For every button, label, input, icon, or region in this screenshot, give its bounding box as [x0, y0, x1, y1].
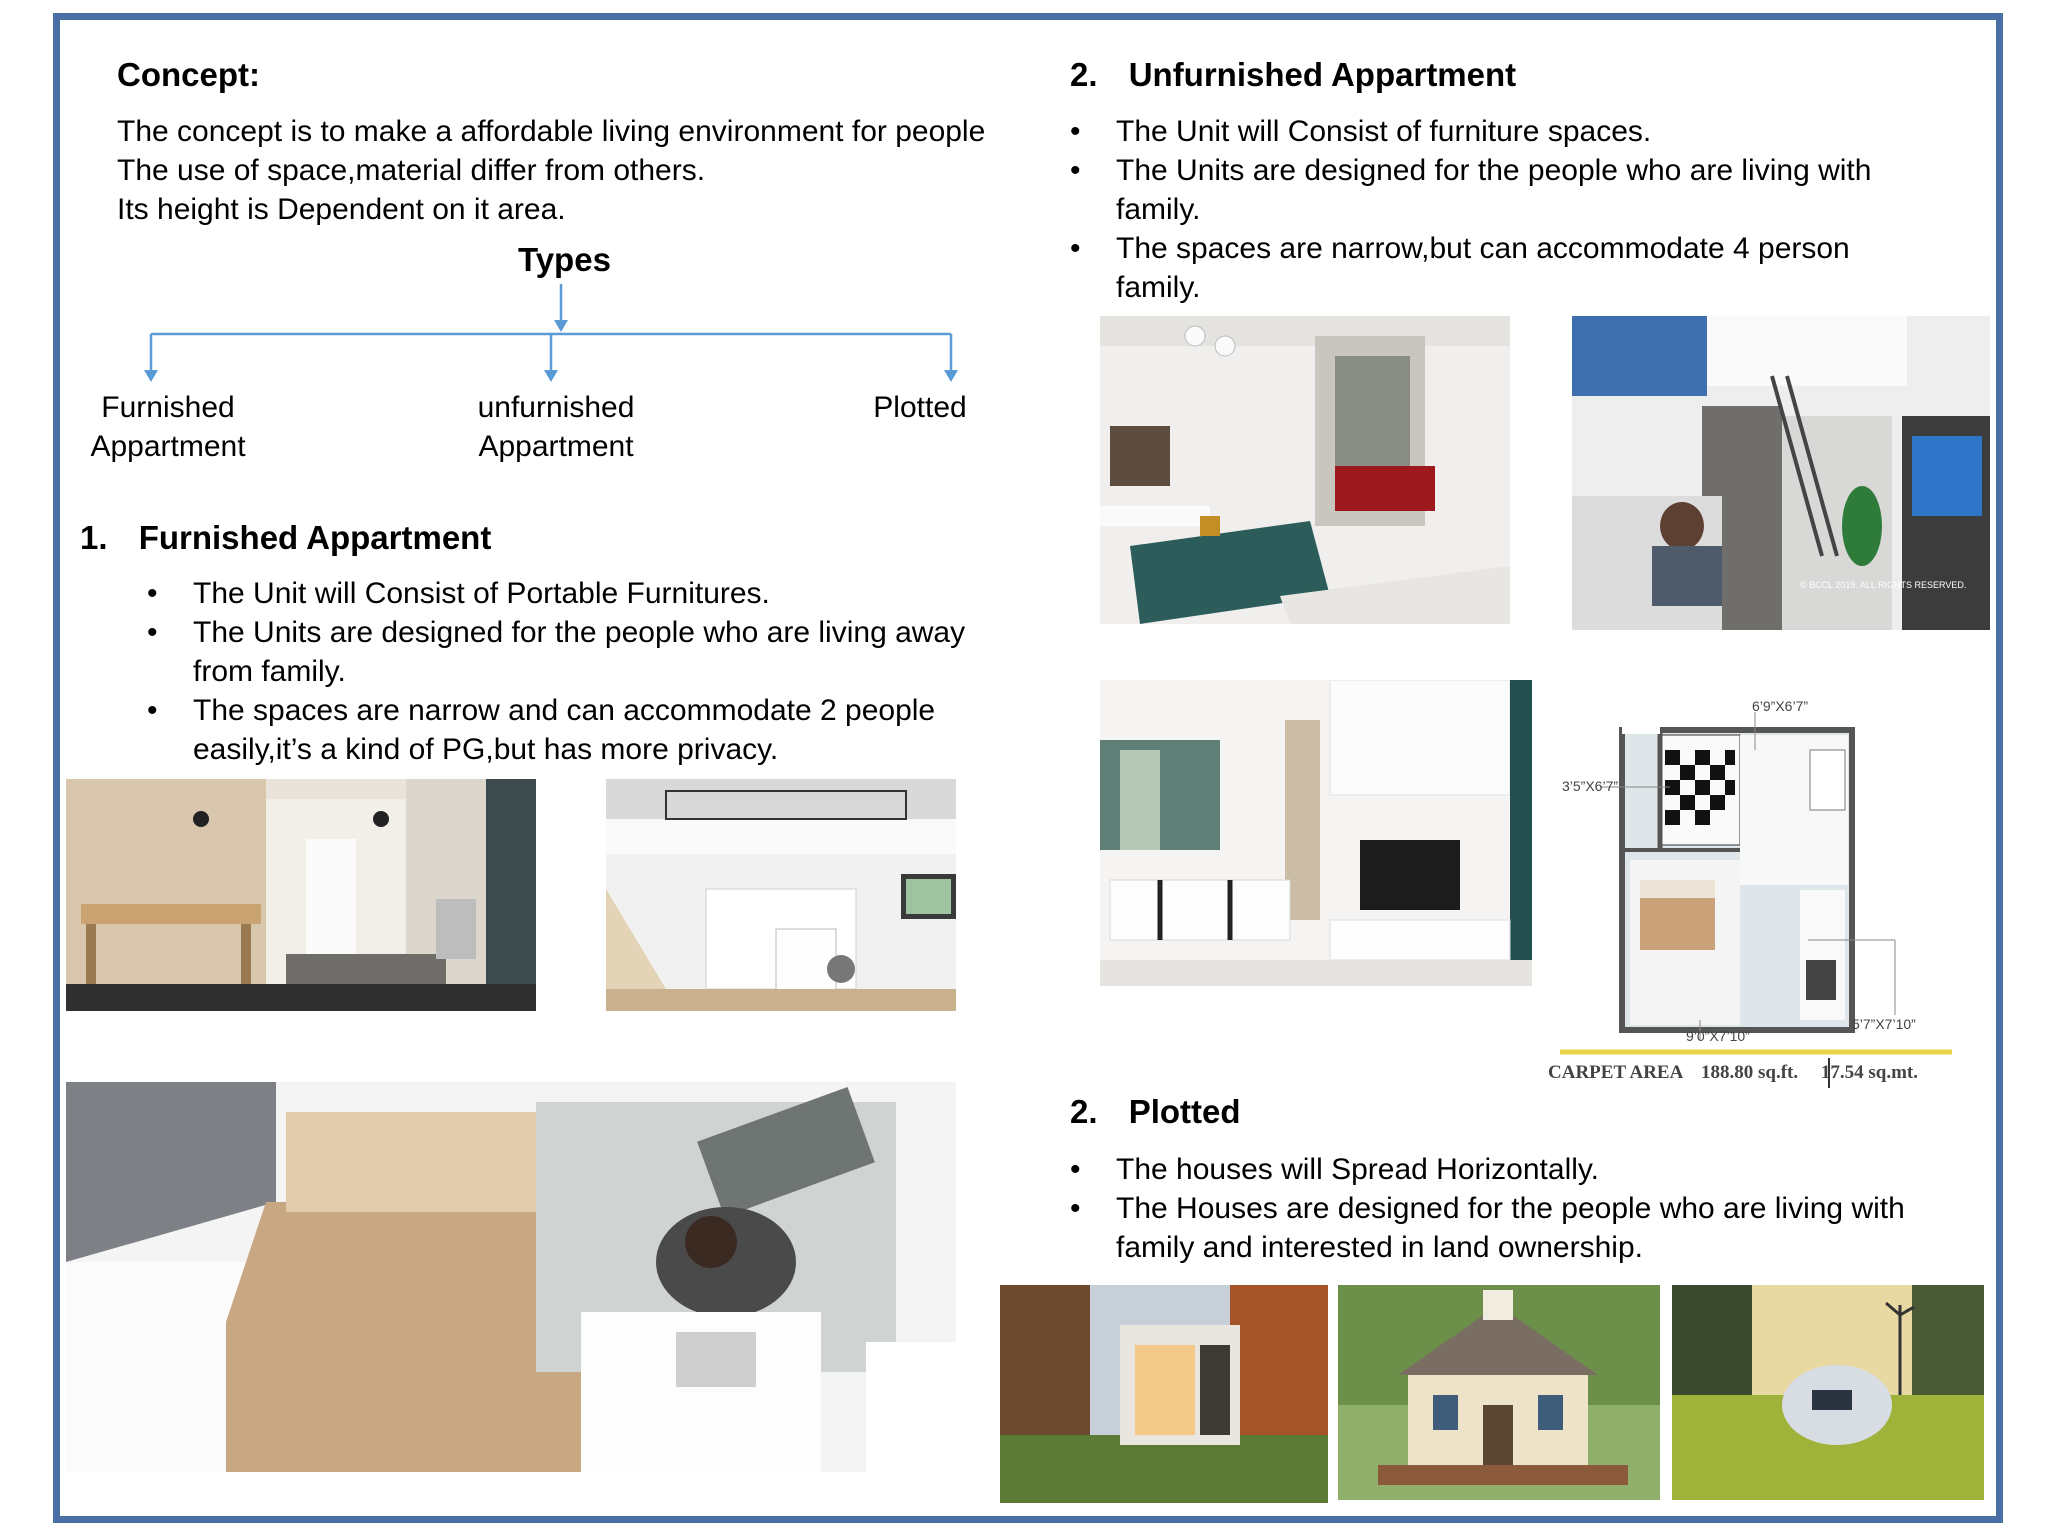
- unfurnished-heading: [1070, 55, 1516, 95]
- plotted-bullet-2: • The Houses are designed for the people who are living with family and interested in land ownership.: [1070, 1189, 1940, 1267]
- type-furnished-line1: Furnished: [101, 391, 235, 424]
- plan-dim-bottom-right: 5’7”X7’10”: [1852, 1016, 1916, 1032]
- plotted-photo-cottage: [1338, 1285, 1660, 1500]
- unfurnished-photo-family-room: [1572, 316, 1990, 630]
- concept-line-1: The concept is to make a affordable living environment for people: [117, 115, 986, 148]
- furnished-bullet-1: • The Unit will Consist of Portable Furnitures.: [147, 574, 1007, 613]
- type-furnished: [68, 388, 268, 466]
- furnished-photo-mezzanine: [606, 779, 956, 1011]
- plan-dim-left: 3’5”X6’7”: [1562, 778, 1619, 794]
- furnished-bullet-2: • The Units are designed for the people who are living away from family.: [147, 613, 1007, 691]
- unfurnished-photo-sofa-bed: [1100, 316, 1510, 624]
- plotted-photo-cube-house: [1000, 1285, 1328, 1503]
- types-title: Types: [518, 241, 611, 278]
- plotted-bullets: [1070, 1150, 1940, 1267]
- carpet-area-row: [1548, 1062, 1918, 1084]
- plotted-bullet-1: • The houses will Spread Horizontally.: [1070, 1150, 1940, 1189]
- type-plotted: [840, 388, 1000, 427]
- furnished-number: 1.: [80, 519, 108, 556]
- photo-credit: © BCCL 2019. ALL RIGHTS RESERVED.: [1800, 580, 1967, 590]
- carpet-area-label: CARPET AREA: [1548, 1062, 1683, 1083]
- carpet-area-sqft: 188.80 sq.ft.: [1701, 1062, 1799, 1083]
- type-unfurnished-line1: unfurnished: [477, 391, 635, 424]
- unfurnished-bullet-2: • The Units are designed for the people who are living with family.: [1070, 151, 1930, 229]
- unfurnished-title: Unfurnished Appartment: [1128, 56, 1517, 93]
- furnished-title: Furnished Appartment: [138, 519, 492, 556]
- furnished-heading: [80, 518, 491, 558]
- types-tree-connector: [140, 282, 970, 382]
- plotted-heading: [1070, 1092, 1241, 1132]
- concept-heading: Concept:: [117, 56, 260, 93]
- plotted-title: Plotted: [1128, 1093, 1241, 1130]
- concept-line-3: Its height is Dependent on it area.: [117, 193, 566, 226]
- plotted-photo-pod-house: [1672, 1285, 1984, 1500]
- unfurnished-bullet-3: • The spaces are narrow,but can accommodate 4 person family.: [1070, 229, 1930, 307]
- type-unfurnished-line2: Appartment: [478, 430, 634, 463]
- furnished-photo-loft-kitchen: [66, 779, 536, 1011]
- unfurnished-bullets: [1070, 112, 1930, 307]
- concept-line-2: The use of space,material differ from others.: [117, 154, 706, 187]
- unfurnished-number: 2.: [1070, 56, 1098, 93]
- type-furnished-line2: Appartment: [90, 430, 246, 463]
- carpet-area-sqmt: 17.54 sq.mt.: [1820, 1062, 1919, 1083]
- type-plotted-line1: Plotted: [873, 391, 967, 424]
- furnished-bullet-3: • The spaces are narrow and can accommodate 2 people easily,it’s a kind of PG,but has more privacy.: [147, 691, 1007, 769]
- type-unfurnished: [456, 388, 656, 466]
- unfurnished-bullet-1: • The Unit will Consist of furniture spaces.: [1070, 112, 1930, 151]
- furnished-photo-topdown-loft: [66, 1082, 956, 1472]
- plan-dim-top: 6’9”X6’7”: [1752, 698, 1809, 714]
- plan-dim-bottom-left: 9’0”X7’10”: [1686, 1028, 1750, 1044]
- furnished-bullets: [147, 574, 1007, 769]
- floor-plan-diagram: [1560, 690, 1960, 1096]
- unfurnished-photo-murphy-bed-tv: [1100, 680, 1532, 986]
- plotted-number: 2.: [1070, 1093, 1098, 1130]
